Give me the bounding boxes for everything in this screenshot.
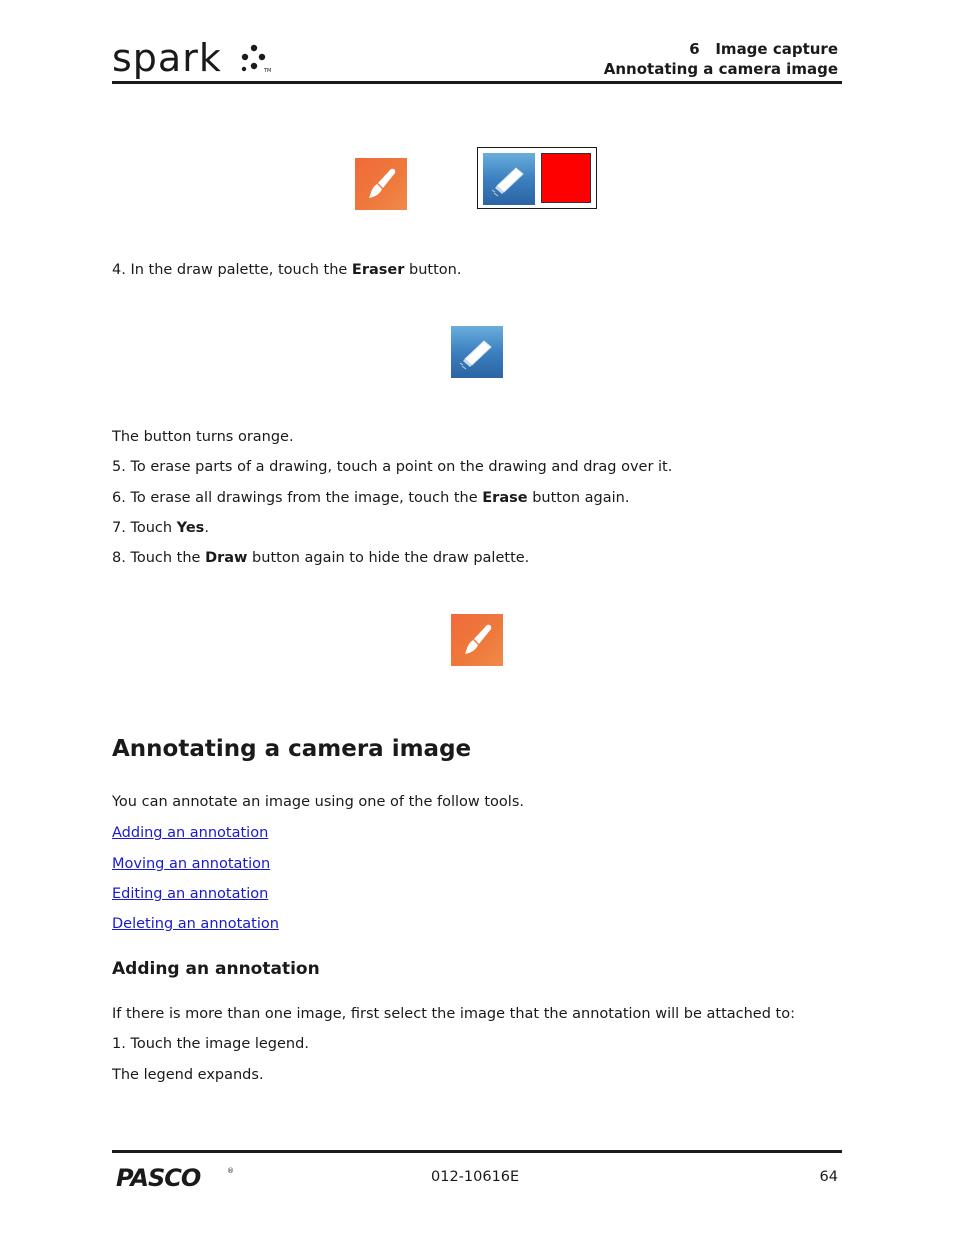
chapter-title: 6 Image capture bbox=[689, 40, 838, 58]
eraser-button-image bbox=[483, 153, 535, 205]
trademark: TM bbox=[264, 68, 272, 74]
link-deleting-annotation[interactable]: Deleting an annotation bbox=[112, 916, 279, 932]
spark-logo-dots-icon bbox=[240, 44, 274, 74]
section-heading: Annotating a camera image bbox=[112, 736, 472, 762]
step-4-text-end: button. bbox=[404, 262, 462, 278]
step-7-text-end: . bbox=[204, 520, 209, 536]
draw-button-image-large bbox=[451, 614, 503, 666]
pasco-logo-text: PASCO bbox=[116, 1164, 201, 1190]
document-number: 012-10616E bbox=[431, 1169, 520, 1185]
draw-palette-image bbox=[477, 147, 597, 209]
step-8 bbox=[112, 548, 529, 568]
footer-rule bbox=[112, 1150, 842, 1153]
subsection-heading: Adding an annotation bbox=[112, 959, 320, 979]
step-7-text: 7. Touch bbox=[112, 520, 177, 536]
step-8-text: 8. Touch the bbox=[112, 550, 206, 566]
page-number: 64 bbox=[819, 1169, 838, 1185]
draw-button-image bbox=[355, 158, 407, 210]
link-adding-annotation[interactable]: Adding an annotation bbox=[112, 825, 269, 841]
brush-icon bbox=[361, 164, 401, 204]
section-title: Annotating a camera image bbox=[603, 60, 838, 78]
turns-orange-text: The button turns orange. bbox=[112, 429, 294, 445]
brush-icon bbox=[457, 620, 497, 660]
link-editing-annotation[interactable]: Editing an annotation bbox=[112, 886, 269, 902]
step-6 bbox=[112, 488, 629, 508]
step-6-text: 6. To erase all drawings from the image, touch the bbox=[112, 490, 483, 506]
eraser-icon bbox=[457, 332, 497, 372]
section-intro: You can annotate an image using one of the follow tools. bbox=[112, 794, 524, 810]
adding-paragraph-2: The legend expands. bbox=[112, 1067, 264, 1083]
step-4-bold: Eraser bbox=[351, 262, 405, 278]
step-8-text-end: button again to hide the draw palette. bbox=[247, 550, 530, 566]
adding-step-1: 1. Touch the image legend. bbox=[112, 1036, 309, 1052]
running-header bbox=[604, 39, 838, 79]
spark-logo-text: spark bbox=[112, 36, 222, 80]
step-4 bbox=[112, 260, 461, 280]
header-rule bbox=[112, 81, 842, 84]
step-6-bold: Erase bbox=[482, 490, 528, 506]
step-4-text: 4. In the draw palette, touch the bbox=[112, 262, 352, 278]
pasco-logo bbox=[116, 1164, 236, 1190]
eraser-button-image-large bbox=[451, 326, 503, 378]
eraser-icon bbox=[489, 159, 529, 199]
step-6-text-end: button again. bbox=[527, 490, 630, 506]
step-7 bbox=[112, 518, 209, 538]
adding-paragraph-1: If there is more than one image, first select the image that the annotation will be attached to: bbox=[112, 1006, 795, 1022]
step-8-bold: Draw bbox=[205, 550, 248, 566]
step-7-bold: Yes bbox=[176, 520, 205, 536]
link-moving-annotation[interactable]: Moving an annotation bbox=[112, 856, 271, 872]
registered-mark: ® bbox=[227, 1167, 234, 1175]
step-5: 5. To erase parts of a drawing, touch a point on the drawing and drag over it. bbox=[112, 459, 673, 475]
color-swatch bbox=[541, 153, 591, 203]
